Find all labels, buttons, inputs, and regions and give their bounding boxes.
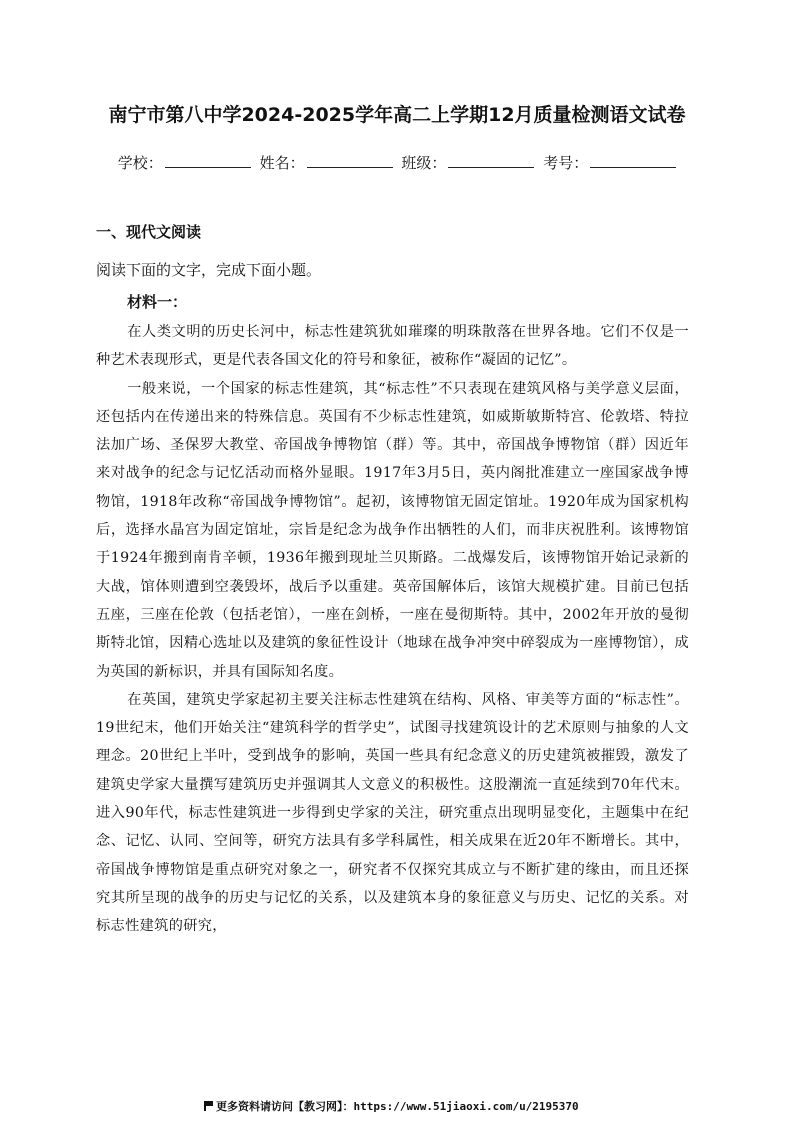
student-info-fields [0, 152, 794, 173]
number-field[interactable] [543, 152, 676, 173]
footer-link[interactable] [204, 1098, 579, 1114]
class-blank[interactable] [448, 153, 534, 168]
class-label: 班级： [401, 154, 447, 172]
paragraph-1: 在人类文明的历史长河中，标志性建筑犹如璀璨的明珠散落在世界各地。它们不仅是一种艺术表现形式，更是代表各国文化的符号和象征，被称作“凝固的记忆”。 [96, 324, 689, 369]
material-label: 材料一： [127, 293, 188, 311]
paragraph-2: 一般来说，一个国家的标志性建筑，其“标志性”不只表现在建筑风格与美学意义层面，还包括内在传递出来的特殊信息。英国有不少标志性建筑，如威斯敏斯特宫、伦敦塔、特拉法加广场、圣保罗大教堂、帝国战争博物馆（群）等。其中，帝国战争博物馆（群）因近年来对战争的纪念与记忆活动而格外显眼。1917年3月5日，英内阁批准建立一座国家战争博物馆，1918年改称“帝国战争博物馆”。起初，该博物馆无固定馆址。1920年成为国家机构后，选择水晶宫为固定馆址，宗旨是纪念为战争作出牺牲的人们，而非庆祝胜利。该博物馆于1924年搬到南肯辛顿，1936年搬到现址兰贝斯路。二战爆发后，该博物馆开始记录新的大战，馆体则遭到空袭毁坏，战后予以重建。英帝国解体后，该馆大规模扩建。目前已包括五座，三座在伦敦（包括老馆），一座在剑桥，一座在曼彻斯特。其中，2002年开放的曼彻斯特北馆，因精心选址以及建筑的象征性设计（地球在战争冲突中碎裂成为一座博物馆），成为英国的新标识，并具有国际知名度。 [96, 380, 689, 680]
school-label: 学校： [117, 154, 163, 172]
footer-text[interactable]: 更多资料请访问【教习网】：https://www.51jiaoxi.com/u/2195370 [216, 1100, 579, 1113]
number-blank[interactable] [590, 153, 676, 168]
section-heading: 一、现代文阅读 [96, 223, 202, 241]
school-blank[interactable] [165, 153, 251, 168]
paragraph-3: 在英国，建筑史学家起初主要关注标志性建筑在结构、风格、审美等方面的“标志性”。19世纪末，他们开始关注“建筑科学的哲学史”，试图寻找建筑设计的艺术原则与抽象的人文理念。20世纪上半叶，受到战争的影响，英国一些具有纪念意义的历史建筑被摧毁，激发了建筑史学家大量撰写建筑历史并强调其人文意义的积极性。这股潮流一直延续到70年代末。进入90年代，标志性建筑进一步得到史学家的关注，研究重点出现明显变化，主题集中在纪念、记忆、认同、空间等，研究方法具有多学科属性，相关成果在近20年不断增长。其中，帝国战争博物馆是重点研究对象之一，研究者不仅探究其成立与不断扩建的缘由，而且还探究其所呈现的战争的历史与记忆的关系，以及建筑本身的象征意义与历史、记忆的关系。对标志性建筑的研究， [96, 691, 689, 935]
page-title: 南宁市第八中学2024-2025学年高二上学期12月质量检测语文试卷 [108, 104, 686, 126]
name-blank[interactable] [307, 153, 393, 168]
reading-instruction: 阅读下面的文字，完成下面小题。 [96, 261, 322, 279]
number-label: 考号： [543, 154, 589, 172]
flag-icon [204, 1101, 213, 1111]
school-field[interactable] [118, 152, 251, 173]
name-field[interactable] [260, 152, 393, 173]
class-field[interactable] [401, 152, 534, 173]
name-label: 姓名： [259, 154, 305, 172]
passage-body [96, 318, 689, 941]
